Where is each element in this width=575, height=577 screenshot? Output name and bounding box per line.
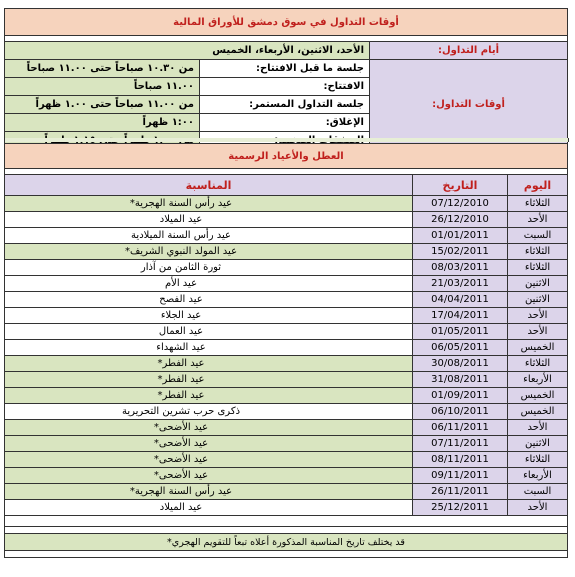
date-header: التاريخ [413, 175, 508, 196]
holiday-date: 17/04/2011 [413, 308, 508, 324]
trading-days-label: أيام التداول: [370, 42, 568, 60]
day-header: اليوم [508, 175, 568, 196]
session-value: ١:٠٠ ظهراً [5, 114, 200, 132]
holiday-row [5, 356, 568, 372]
holiday-row [5, 196, 568, 212]
holiday-occasion: عيد الفطر* [5, 372, 413, 388]
holiday-occasion: عيد الأضحى* [5, 436, 413, 452]
holiday-row [5, 388, 568, 404]
footnote: قد يختلف تاريخ المناسبة المذكورة أعلاه تبعاً للتقويم الهجري* [5, 534, 568, 551]
holiday-day: الأحد [508, 324, 568, 340]
holiday-date: 08/11/2011 [413, 452, 508, 468]
holidays-table [4, 143, 568, 558]
holiday-occasion: عيد الأضحى* [5, 420, 413, 436]
holiday-date: 08/03/2011 [413, 260, 508, 276]
session-label: الإغلاق: [200, 114, 370, 132]
holiday-row [5, 212, 568, 228]
holiday-occasion: عيد رأس السنة الهجرية* [5, 196, 413, 212]
holiday-row [5, 340, 568, 356]
holiday-day: السبت [508, 228, 568, 244]
session-value: من ١١.٠٠ صباحاً حتى ١.٠٠ ظهراً [5, 96, 200, 114]
session-value: من ١٠.٣٠ صباحاً حتى ١١.٠٠ صباحاً [5, 60, 200, 78]
holiday-date: 06/10/2011 [413, 404, 508, 420]
page-title: أوقات التداول في سوق دمشق للأوراق المالية [5, 9, 568, 36]
holiday-row [5, 436, 568, 452]
holiday-date: 06/05/2011 [413, 340, 508, 356]
holiday-row [5, 244, 568, 260]
holidays-header-row [5, 175, 568, 196]
holiday-occasion: ثورة الثامن من آذار [5, 260, 413, 276]
holiday-row [5, 372, 568, 388]
holiday-occasion: عيد الفصح [5, 292, 413, 308]
holiday-date: 25/12/2011 [413, 500, 508, 516]
holiday-occasion: ذكرى حرب تشرين التحريرية [5, 404, 413, 420]
holiday-row [5, 228, 568, 244]
holiday-date: 21/03/2011 [413, 276, 508, 292]
holiday-day: الأحد [508, 420, 568, 436]
holiday-day: الخميس [508, 388, 568, 404]
holiday-day: الثلاثاء [508, 356, 568, 372]
holiday-day: الثلاثاء [508, 244, 568, 260]
holiday-day: الاثنين [508, 436, 568, 452]
holiday-rows [5, 196, 568, 516]
holiday-row [5, 484, 568, 500]
holiday-row [5, 420, 568, 436]
section-separator [4, 138, 569, 142]
holiday-date: 15/02/2011 [413, 244, 508, 260]
holiday-row [5, 452, 568, 468]
holiday-day: الأربعاء [508, 372, 568, 388]
session-label: جلسة ما قبل الافتتاح: [200, 60, 370, 78]
holiday-occasion: عيد الفطر* [5, 388, 413, 404]
holiday-row [5, 308, 568, 324]
holiday-day: الاثنين [508, 276, 568, 292]
holiday-day: الخميس [508, 404, 568, 420]
holiday-day: الأربعاء [508, 468, 568, 484]
holiday-occasion: عيد الأضحى* [5, 468, 413, 484]
holiday-occasion: عيد الميلاد [5, 212, 413, 228]
holiday-date: 26/12/2010 [413, 212, 508, 228]
holiday-day: السبت [508, 484, 568, 500]
occasion-header: المناسبة [5, 175, 413, 196]
trading-days-value: الأحد، الاثنين، الأربعاء، الخميس [5, 42, 370, 60]
trading-hours-label: أوقات التداول: [370, 60, 568, 150]
holidays-title: العطل والأعياد الرسمية [5, 144, 568, 169]
holiday-occasion: عيد الأم [5, 276, 413, 292]
trading-hours-table [4, 8, 568, 150]
holiday-date: 06/11/2011 [413, 420, 508, 436]
holiday-date: 26/11/2011 [413, 484, 508, 500]
holiday-row [5, 404, 568, 420]
holiday-date: 30/08/2011 [413, 356, 508, 372]
holiday-day: الأحد [508, 212, 568, 228]
holiday-occasion: عيد العمال [5, 324, 413, 340]
holiday-day: الثلاثاء [508, 260, 568, 276]
session-label: الافتتاح: [200, 78, 370, 96]
holiday-occasion: عيد الجلاء [5, 308, 413, 324]
holiday-occasion: عيد رأس السنة الهجرية* [5, 484, 413, 500]
holiday-occasion: عيد الشهداء [5, 340, 413, 356]
holiday-day: الخميس [508, 340, 568, 356]
holiday-occasion: عيد الفطر* [5, 356, 413, 372]
session-value: ١١.٠٠ صباحاً [5, 78, 200, 96]
holiday-day: الثلاثاء [508, 452, 568, 468]
holiday-occasion: عيد الأضحى* [5, 452, 413, 468]
holiday-date: 09/11/2011 [413, 468, 508, 484]
holiday-date: 01/09/2011 [413, 388, 508, 404]
holiday-occasion: عيد الميلاد [5, 500, 413, 516]
holiday-date: 31/08/2011 [413, 372, 508, 388]
holiday-day: الأحد [508, 500, 568, 516]
holiday-date: 07/12/2010 [413, 196, 508, 212]
holiday-date: 04/04/2011 [413, 292, 508, 308]
holiday-day: الاثنين [508, 292, 568, 308]
holiday-date: 01/05/2011 [413, 324, 508, 340]
holiday-occasion: عيد المولد النبوي الشريف* [5, 244, 413, 260]
holiday-date: 07/11/2011 [413, 436, 508, 452]
holiday-row [5, 276, 568, 292]
session-label: جلسة التداول المستمر: [200, 96, 370, 114]
holiday-row [5, 468, 568, 484]
holiday-row [5, 292, 568, 308]
holiday-row [5, 260, 568, 276]
holiday-date: 01/01/2011 [413, 228, 508, 244]
holiday-row [5, 324, 568, 340]
holiday-row [5, 500, 568, 516]
holiday-occasion: عيد رأس السنة الميلادية [5, 228, 413, 244]
holiday-day: الثلاثاء [508, 196, 568, 212]
holiday-day: الأحد [508, 308, 568, 324]
